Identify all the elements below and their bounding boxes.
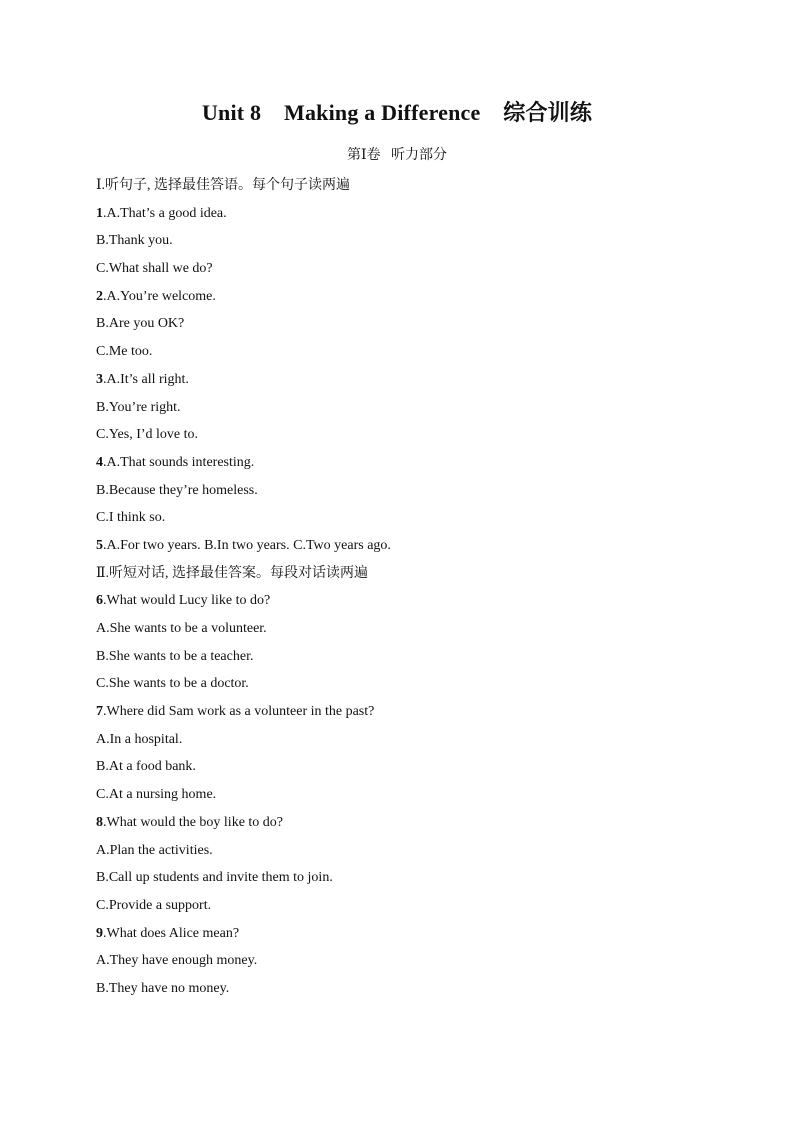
line-text: C.I think so. xyxy=(96,510,166,526)
line-text: A.Plan the activities. xyxy=(96,842,213,858)
document-title: Unit 8 Making a Difference 综合训练 xyxy=(201,100,593,125)
option-line xyxy=(96,892,736,920)
option-line xyxy=(96,726,736,754)
option-line xyxy=(96,477,736,505)
question-list xyxy=(96,172,736,1003)
question-line xyxy=(96,698,736,726)
line-text: B.Thank you. xyxy=(96,233,173,249)
option-line xyxy=(96,255,736,283)
option-line xyxy=(96,947,736,975)
section-heading-2 xyxy=(96,560,736,588)
line-text: .A.That’s a good idea. xyxy=(103,205,227,221)
question-line xyxy=(96,809,736,837)
option-line xyxy=(96,504,736,532)
line-text: .What would Lucy like to do? xyxy=(103,593,271,609)
line-text: B.Call up students and invite them to join. xyxy=(96,870,333,886)
question-line xyxy=(96,200,736,228)
line-text: .A.You’re welcome. xyxy=(103,288,216,304)
line-text: Ⅱ.听短对话, 选择最佳答案。每段对话读两遍 xyxy=(96,565,369,581)
line-text: C.She wants to be a doctor. xyxy=(96,676,249,692)
question-line xyxy=(96,920,736,948)
line-text: C.What shall we do? xyxy=(96,261,213,277)
question-line xyxy=(96,366,736,394)
option-line xyxy=(96,837,736,865)
option-line xyxy=(96,643,736,671)
line-text: C.Provide a support. xyxy=(96,897,212,913)
option-line xyxy=(96,615,736,643)
line-text: A.She wants to be a volunteer. xyxy=(96,621,267,636)
line-text: C.Yes, I’d love to. xyxy=(96,427,199,443)
option-line xyxy=(96,338,736,366)
section-heading-1 xyxy=(96,172,736,200)
option-line xyxy=(96,975,736,1003)
option-line xyxy=(96,670,736,698)
line-text: B.Because they’re homeless. xyxy=(96,482,258,498)
question-line xyxy=(96,532,736,560)
question-number: 2 xyxy=(96,288,103,304)
option-line xyxy=(96,421,736,449)
line-text: B.She wants to be a teacher. xyxy=(96,648,254,664)
line-text: C.Me too. xyxy=(96,344,153,360)
line-text: C.At a nursing home. xyxy=(96,787,217,803)
question-line xyxy=(96,449,736,477)
question-number: 5 xyxy=(96,537,103,553)
option-line xyxy=(96,864,736,892)
question-number: 8 xyxy=(96,814,103,830)
question-line xyxy=(96,283,736,311)
line-text: B.They have no money. xyxy=(96,980,230,996)
question-number: 3 xyxy=(96,371,103,387)
line-text: .A.That sounds interesting. xyxy=(103,454,255,470)
option-line xyxy=(96,781,736,809)
line-text: A.They have enough money. xyxy=(96,953,258,969)
option-line xyxy=(96,394,736,422)
line-text: B.Are you OK? xyxy=(96,316,185,332)
option-line xyxy=(96,310,736,338)
line-text: .What would the boy like to do? xyxy=(103,814,284,830)
line-text: .A.For two years. B.In two years. C.Two years ago. xyxy=(103,537,391,553)
line-text: .A.It’s all right. xyxy=(103,371,189,387)
line-text: A.In a hospital. xyxy=(96,731,183,747)
line-text: .Where did Sam work as a volunteer in the past? xyxy=(103,704,375,720)
line-text: B.At a food bank. xyxy=(96,759,196,775)
question-line xyxy=(96,587,736,615)
line-text: .What does Alice mean? xyxy=(103,925,240,941)
option-line xyxy=(96,227,736,255)
question-number: 4 xyxy=(96,454,103,470)
option-line xyxy=(96,753,736,781)
line-text: Ⅰ.听句子, 选择最佳答语。每个句子读两遍 xyxy=(96,178,351,193)
question-number: 9 xyxy=(96,925,103,941)
section-subtitle: 第Ⅰ卷 听力部分 xyxy=(346,148,448,163)
question-number: 6 xyxy=(96,593,103,609)
question-number: 7 xyxy=(96,704,103,720)
line-text: B.You’re right. xyxy=(96,399,181,415)
question-number: 1 xyxy=(96,205,103,221)
